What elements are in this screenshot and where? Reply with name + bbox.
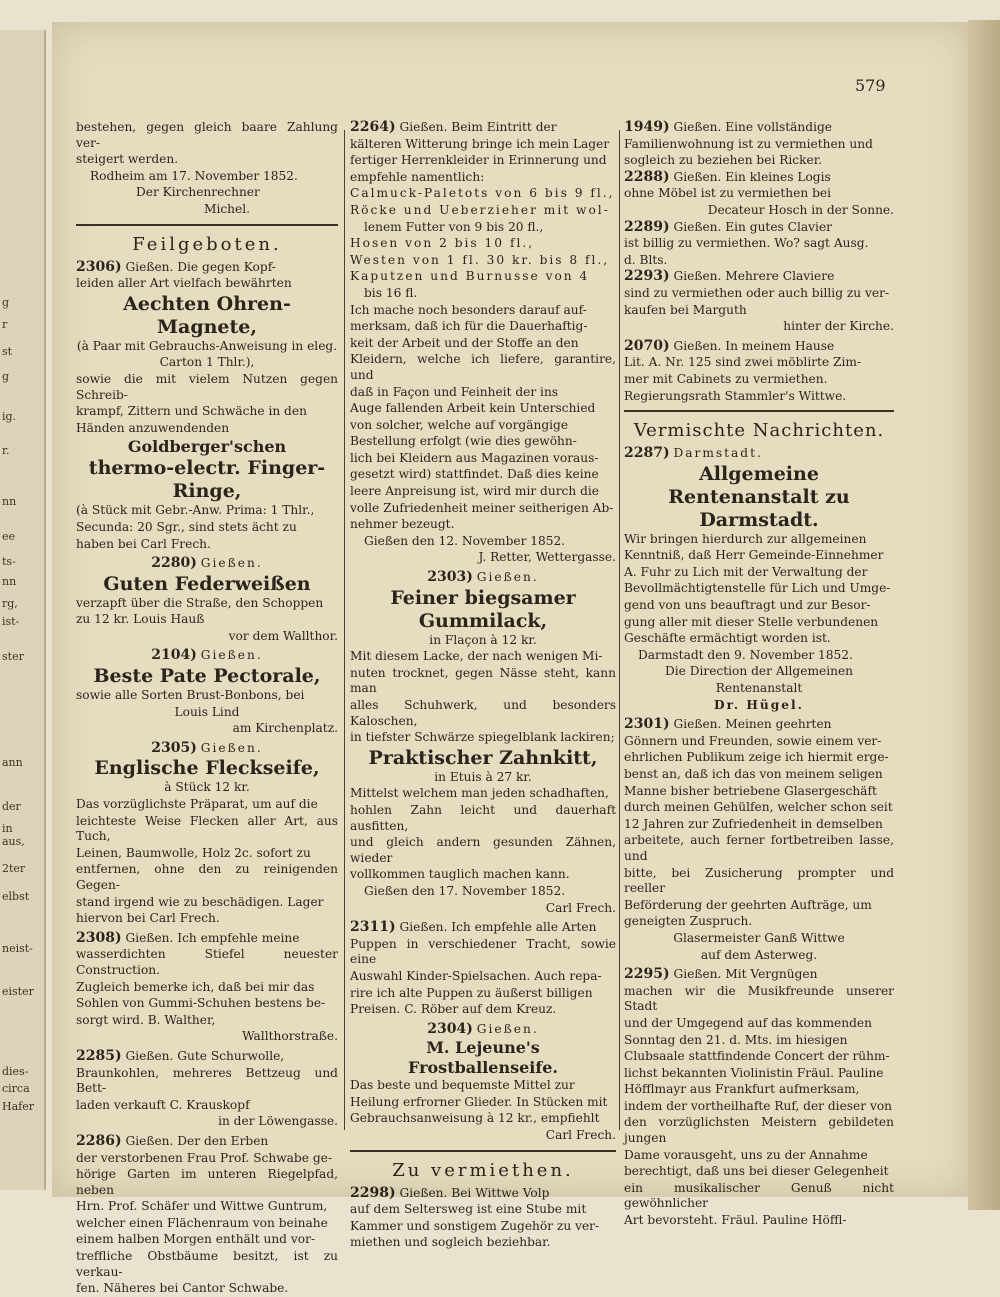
signature: Carl Frech. bbox=[545, 1128, 616, 1143]
ad-2311 bbox=[350, 920, 616, 1018]
signature: hinter der Kirche. bbox=[783, 319, 894, 334]
prev-page-fragment: circa bbox=[2, 1082, 30, 1095]
ad-headline: thermo-electr. Finger-Ringe, bbox=[88, 457, 326, 503]
ad-number: 2287) bbox=[624, 445, 670, 462]
prev-page-fragment: aus, bbox=[2, 835, 25, 848]
text-line: in tiefster Schwärze spiegelblank lackiren; bbox=[350, 730, 615, 745]
text-line: machen wir die Musikfreunde unserer Stadt bbox=[624, 983, 894, 1014]
text-line: Gießen. Ein gutes Clavier bbox=[673, 219, 832, 234]
signature: Wallthorstraße. bbox=[242, 1029, 338, 1044]
text-line: geneigten Zuspruch. bbox=[624, 914, 753, 929]
text-line: Gießen. Mehrere Claviere bbox=[673, 269, 835, 284]
text-line: Gießen. Meinen geehrten bbox=[673, 717, 832, 732]
text-line: Gönnern und Freunden, sowie einem ver- bbox=[624, 733, 882, 748]
text-line: keit der Arbeit und der Stoffe an den bbox=[350, 335, 579, 350]
notice-date: Gießen den 17. November 1852. bbox=[364, 883, 566, 898]
text-line: ist billig zu vermiethen. Wo? sagt Ausg. bbox=[624, 236, 869, 251]
text-line: Wir bringen hierdurch zur allgemeinen bbox=[624, 531, 867, 546]
prev-page-fragment: st bbox=[2, 345, 13, 358]
column-1 bbox=[76, 120, 338, 1296]
ad-number: 2104) bbox=[151, 647, 197, 664]
signature: Die Direction der Allgemeinen bbox=[664, 664, 854, 679]
text-line: und gleich andern gesunden Zähnen, wieder bbox=[350, 835, 616, 865]
ad-headline: Darmstadt. bbox=[699, 508, 819, 531]
prev-page-fragment: ee bbox=[2, 530, 16, 543]
text-line: ohne Möbel ist zu vermiethen bei bbox=[624, 186, 831, 201]
text-line: Sonntag den 21. d. Mts. im hiesigen bbox=[624, 1032, 848, 1047]
text-line: in Etuis à 27 kr. bbox=[434, 769, 532, 784]
text-line: nehmer bezeugt. bbox=[350, 517, 455, 532]
text-line: hiervon bei Carl Frech. bbox=[76, 911, 220, 926]
text-line: hohlen Zahn leicht und dauerhaft ausfitten, bbox=[350, 802, 616, 833]
ad-headline: Allgemeine Rentenanstalt zu bbox=[668, 462, 850, 508]
text-line: Gießen. Gute Schurwolle, bbox=[125, 1048, 285, 1063]
ad-number: 1949) bbox=[624, 119, 670, 135]
ad-number: 2308) bbox=[76, 929, 122, 946]
text-line: Heilung erfrorner Glieder. In Stücken mit bbox=[350, 1094, 608, 1109]
ad-2280 bbox=[76, 556, 338, 644]
text-line: kaufen bei Marguth bbox=[624, 302, 747, 317]
ad-headline: Englische Fleckseife, bbox=[94, 757, 320, 780]
signature: vor dem Wallthor. bbox=[228, 628, 338, 643]
text-line: fen. Näheres bei Cantor Schwabe. bbox=[76, 1281, 289, 1296]
text-line: alles Schuhwerk, und besonders Kaloschen, bbox=[350, 698, 616, 728]
text-line: Geschäfte ermächtigt worden ist. bbox=[624, 631, 831, 646]
ad-2298 bbox=[350, 1186, 616, 1251]
section-divider bbox=[76, 224, 338, 226]
ad-place: Gießen. bbox=[200, 740, 263, 755]
signature: Michel. bbox=[203, 201, 251, 216]
ad-number: 2286) bbox=[76, 1132, 122, 1149]
text-line: Gießen. Der den Erben bbox=[125, 1133, 269, 1148]
prev-page-fragment: r bbox=[2, 318, 8, 331]
text-line: arbeitete, auch ferner fortbetreiben lasse, und bbox=[624, 833, 894, 863]
text-line: der verstorbenen Frau Prof. Schwabe ge- bbox=[76, 1150, 332, 1165]
text-line: leichteste Weise Flecken aller Art, aus Tuch, bbox=[76, 813, 338, 844]
text-line: Kleidern, welche ich liefere, garantire, und bbox=[350, 352, 616, 382]
ad-number: 2285) bbox=[76, 1047, 122, 1064]
text-line: haben bei Carl Frech. bbox=[76, 536, 211, 551]
column-rule bbox=[619, 130, 620, 1130]
text-line: steigert werden. bbox=[76, 152, 179, 167]
text-line: Art bevorsteht. Fräul. Pauline Höffl- bbox=[624, 1213, 847, 1228]
signature: Rentenanstalt bbox=[715, 681, 803, 696]
text-line: lichst bekannten Violinistin Fräul. Pauline bbox=[624, 1065, 884, 1080]
ad-2304 bbox=[350, 1022, 616, 1144]
text-line: daß in Façon und Feinheit der ins bbox=[350, 384, 559, 399]
text-line: Zugleich bemerke ich, daß bei mir das bbox=[76, 979, 315, 994]
text-line: ehrlichen Publikum zeige ich hiermit erge- bbox=[624, 750, 889, 765]
section-divider bbox=[350, 1150, 616, 1152]
prev-page-fragment: r. bbox=[2, 444, 10, 457]
prev-page-fragment: nn bbox=[2, 495, 17, 508]
ad-headline: M. Lejeune's Frostballenseife. bbox=[408, 1038, 558, 1078]
column-rule bbox=[344, 130, 345, 1130]
text-line: (à Paar mit Gebrauchs-Anweisung in eleg. bbox=[76, 338, 338, 353]
text-line: Auswahl Kinder-Spielsachen. Auch repa- bbox=[350, 968, 602, 983]
text-line: sogleich zu beziehen bei Ricker. bbox=[624, 153, 823, 168]
text-line: treffliche Obstbäume besitzt, ist zu verkau- bbox=[76, 1249, 338, 1279]
text-line: fertiger Herrenkleider in Erinnerung und bbox=[350, 153, 607, 168]
text-line: krampf, Zittern und Schwäche in den bbox=[76, 404, 307, 419]
text-line: Carton 1 Thlr.), bbox=[159, 355, 255, 370]
text-line: empfehle namentlich: bbox=[350, 169, 485, 184]
ad-number: 2295) bbox=[624, 966, 670, 983]
column-3 bbox=[624, 119, 894, 1228]
notice-date: Gießen den 12. November 1852. bbox=[364, 533, 566, 548]
signature: in der Löwengasse. bbox=[218, 1114, 338, 1129]
list-item: lenem Futter von 9 bis 20 fl., bbox=[364, 219, 544, 234]
text-line: benst an, daß ich das von meinem seligen bbox=[624, 767, 883, 781]
ad-number: 2298) bbox=[350, 1184, 396, 1201]
page-number: 579 bbox=[855, 76, 886, 95]
ad-number: 2301) bbox=[624, 716, 670, 733]
ad-place: Darmstadt. bbox=[673, 446, 763, 461]
text-line: Decateur Hosch in der Sonne. bbox=[707, 202, 894, 217]
prev-page-fragment: g bbox=[2, 296, 10, 309]
ad-2306 bbox=[76, 260, 338, 553]
notice-date: Rodheim am 17. November 1852. bbox=[90, 168, 298, 183]
prev-page-fragment: nn bbox=[2, 575, 17, 588]
ad-headline: Guten Federweißen bbox=[103, 572, 311, 595]
text-line: Gießen. Ich empfehle alle Arten bbox=[399, 920, 597, 935]
text-line: Händen anzuwendenden bbox=[76, 420, 230, 435]
text-line: indem der vortheilhafte Ruf, der dieser von bbox=[624, 1098, 893, 1113]
text-line: gesetzt wird) stattfindet. Daß dies keine bbox=[350, 467, 599, 482]
ad-headline: Feiner biegsamer Gummilack, bbox=[390, 586, 576, 632]
text-line: Secunda: 20 Sgr., sind stets ächt zu bbox=[76, 519, 297, 534]
text-line: Beförderung der geehrten Aufträge, um bbox=[624, 897, 872, 912]
signature: Dr. Hügel. bbox=[714, 697, 804, 712]
text-line: Familienwohnung ist zu vermiethen und bbox=[624, 136, 873, 151]
list-item: Calmuck-Paletots von 6 bis 9 fl., bbox=[350, 186, 615, 201]
text-line: leiden aller Art vielfach bewährten bbox=[76, 276, 292, 291]
prev-page-fragment: der bbox=[2, 800, 21, 813]
text-line: Gießen. Ein kleines Logis bbox=[673, 169, 831, 184]
text-line: gend von uns beauftragt und zur Besor- bbox=[624, 598, 871, 613]
text-line: verzapft über die Straße, den Schoppen bbox=[76, 595, 324, 610]
notice-date: Darmstadt den 9. November 1852. bbox=[638, 647, 853, 662]
text-line: einem halben Morgen enthält und vor- bbox=[76, 1232, 316, 1247]
text-line: Braunkohlen, mehreres Bettzeug und Bett- bbox=[76, 1065, 338, 1096]
text-line: Kenntniß, daß Herr Gemeinde-Einnehmer bbox=[624, 548, 884, 563]
ad-headline: Goldberger'schen bbox=[127, 437, 287, 457]
ad-number: 2280) bbox=[151, 555, 197, 572]
text-line: volle Zufriedenheit meiner seitherigen Ab- bbox=[350, 500, 614, 515]
text-line: lich bei Kleidern aus Magazinen voraus- bbox=[350, 450, 599, 465]
ad-2295 bbox=[624, 967, 894, 1229]
text-line: rire ich alte Puppen zu äußerst billigen bbox=[350, 985, 593, 1000]
text-line: Leinen, Baumwolle, Holz 2c. sofort zu bbox=[76, 845, 311, 860]
text-line: miethen und sogleich beziehbar. bbox=[350, 1235, 551, 1250]
ad-2308 bbox=[76, 931, 338, 1045]
ad-headline: Aechten Ohren-Magnete, bbox=[123, 292, 291, 338]
text-line: hörige Garten im unteren Riegelpfad, neben bbox=[76, 1167, 338, 1197]
text-line: bestehen, gegen gleich baare Zahlung ver- bbox=[76, 120, 338, 150]
text-line: Gebrauchsanweisung à 12 kr., empfiehlt bbox=[350, 1111, 600, 1126]
signature: am Kirchenplatz. bbox=[232, 721, 338, 736]
ad-number: 2304) bbox=[427, 1020, 473, 1037]
text-line: in Flaçon à 12 kr. bbox=[429, 632, 537, 647]
signature: Glasermeister Ganß Wittwe bbox=[673, 930, 845, 945]
ad-place: Gießen. bbox=[476, 1021, 539, 1036]
text-line: Gießen. In meinem Hause bbox=[673, 338, 835, 353]
text-line: Manne bisher betriebene Glasergeschäft bbox=[624, 783, 877, 798]
text-line: Bestellung erfolgt (wie dies gewöhn- bbox=[350, 434, 577, 449]
ad-2264 bbox=[350, 120, 616, 566]
text-line: Puppen in verschiedener Tracht, sowie eine bbox=[350, 936, 616, 967]
ad-2287 bbox=[624, 446, 894, 713]
prev-page-fragment: g bbox=[2, 370, 10, 383]
previous-page-edge bbox=[0, 30, 46, 1190]
text-line: Mit diesem Lacke, der nach wenigen Mi- bbox=[350, 649, 603, 664]
ad-number: 2264) bbox=[350, 119, 396, 135]
text-line: Gießen. Die gegen Kopf- bbox=[125, 259, 276, 274]
text-line: Dame vorausgeht, uns zu der Annahme bbox=[624, 1147, 868, 1162]
ad-2104 bbox=[76, 648, 338, 736]
text-line: à Stück 12 kr. bbox=[164, 780, 250, 795]
text-line: (à Stück mit Gebr.-Anw. Prima: 1 Thlr., bbox=[76, 503, 315, 518]
text-line: auf dem Seltersweg ist eine Stube mit bbox=[350, 1202, 587, 1217]
ad-2293 bbox=[624, 269, 894, 334]
text-line: Sohlen von Gummi-Schuhen bestens be- bbox=[76, 996, 326, 1011]
ad-number: 2289) bbox=[624, 218, 670, 235]
text-line: Kammer und sonstigem Zugehör zu ver- bbox=[350, 1218, 600, 1233]
text-line: vollkommen tauglich machen kann. bbox=[350, 867, 570, 882]
ad-2289 bbox=[624, 220, 894, 269]
intro-notice bbox=[76, 120, 338, 218]
prev-page-fragment: elbst bbox=[2, 890, 30, 903]
text-line: zu 12 kr. Louis Hauß bbox=[76, 612, 205, 627]
text-line: berechtigt, daß uns bei dieser Gelegenheit bbox=[624, 1164, 889, 1179]
prev-page-fragment: rg, bbox=[2, 597, 18, 610]
newspaper-page bbox=[52, 22, 970, 1296]
signature: Carl Frech. bbox=[545, 900, 616, 915]
ad-2288 bbox=[624, 170, 894, 219]
list-item: bis 16 fl. bbox=[364, 285, 418, 300]
text-line: laden verkauft C. Krauskopf bbox=[76, 1097, 250, 1112]
list-item: Hosen von 2 bis 10 fl., bbox=[350, 236, 535, 251]
ad-number: 2303) bbox=[427, 569, 473, 586]
prev-page-fragment: dies- bbox=[2, 1065, 29, 1078]
text-line: Bevollmächtigtenstelle für Lich und Umge- bbox=[624, 581, 891, 596]
ad-number: 2293) bbox=[624, 268, 670, 285]
text-line: sowie die mit vielem Nutzen gegen Schreib- bbox=[76, 371, 338, 402]
text-line: Hrn. Prof. Schäfer und Wittwe Guntrum, bbox=[76, 1199, 328, 1214]
list-item: Röcke und Ueberzieher mit wol- bbox=[350, 202, 610, 217]
text-line: 12 Jahren zur Zufriedenheit in demselben bbox=[624, 816, 883, 831]
signature: Louis Lind bbox=[174, 704, 240, 719]
text-line: von solcher, welche auf vorgängige bbox=[350, 417, 569, 432]
prev-page-fragment: ann bbox=[2, 756, 23, 769]
ad-number: 2288) bbox=[624, 168, 670, 185]
prev-page-fragment: neist- bbox=[2, 942, 33, 955]
text-line: Das vorzüglichste Präparat, um auf die bbox=[76, 797, 318, 812]
text-line: welcher einen Flächenraum von beinahe bbox=[76, 1215, 328, 1230]
section-title: Feilgeboten. bbox=[132, 233, 282, 255]
signature: Der Kirchenrechner bbox=[136, 185, 260, 200]
page-stack-edge bbox=[968, 20, 1000, 1210]
prev-page-fragment: ster bbox=[2, 650, 24, 663]
signature: auf dem Asterweg. bbox=[700, 947, 818, 962]
ad-place: Gießen. bbox=[476, 570, 539, 585]
prev-page-fragment: in bbox=[2, 822, 13, 835]
text-line: kälteren Witterung bringe ich mein Lager bbox=[350, 136, 610, 151]
text-line: Lit. A. Nr. 125 sind zwei möblirte Zim- bbox=[624, 355, 862, 370]
ad-2070 bbox=[624, 339, 894, 404]
text-line: Clubsaale stattfindende Concert der rühm- bbox=[624, 1049, 890, 1064]
ad-2303 bbox=[350, 570, 616, 916]
section-title: Zu vermiethen. bbox=[392, 1159, 574, 1181]
text-line: leere Anpreisung ist, wird mir durch die bbox=[350, 484, 599, 499]
text-line: A. Fuhr zu Lich mit der Verwaltung der bbox=[624, 564, 868, 579]
list-item: Westen von 1 fl. 30 kr. bis 8 fl., bbox=[350, 252, 610, 267]
ad-headline: Praktischer Zahnkitt, bbox=[368, 746, 598, 769]
text-line: Das beste und bequemste Mittel zur bbox=[350, 1078, 575, 1093]
ad-number: 2305) bbox=[151, 739, 197, 756]
ad-number: 2306) bbox=[76, 258, 122, 275]
text-line: sind zu vermiethen oder auch billig zu ver- bbox=[624, 285, 890, 300]
ad-place: Gießen. bbox=[200, 556, 263, 571]
text-line: und der Umgegend auf das kommenden bbox=[624, 1015, 872, 1030]
signature: Regierungsrath Stammler's Wittwe. bbox=[624, 388, 847, 403]
ad-place: Gießen. bbox=[200, 648, 263, 663]
text-line: stand irgend wie zu beschädigen. Lager bbox=[76, 894, 324, 909]
ad-1949 bbox=[624, 120, 894, 169]
section-title: Vermischte Nachrichten. bbox=[633, 420, 885, 442]
text-line: Ich mache noch besonders darauf auf- bbox=[350, 302, 587, 317]
prev-page-fragment: eister bbox=[2, 985, 34, 998]
text-line: Gießen. Ich empfehle meine bbox=[125, 930, 300, 945]
prev-page-fragment: ist- bbox=[2, 615, 20, 628]
text-line: nuten trocknet, gegen Nässe steht, kann man bbox=[350, 665, 616, 696]
prev-page-fragment: ig. bbox=[2, 410, 17, 423]
text-line: gung aller mit dieser Stelle verbundenen bbox=[624, 614, 879, 629]
signature: J. Retter, Wettergasse. bbox=[478, 550, 616, 565]
text-line: Höfflmayr aus Frankfurt aufmerksam, bbox=[624, 1082, 860, 1097]
ad-2285 bbox=[76, 1049, 338, 1130]
text-line: Gießen. Bei Wittwe Volp bbox=[399, 1185, 550, 1200]
prev-page-fragment: 2ter bbox=[2, 862, 26, 875]
section-divider bbox=[624, 410, 894, 412]
text-line: bitte, bei Zusicherung prompter und reeller bbox=[624, 865, 894, 896]
text-line: Gießen. Beim Eintritt der bbox=[399, 120, 557, 134]
ad-number: 2070) bbox=[624, 337, 670, 354]
column-2 bbox=[350, 119, 616, 1250]
ad-2305 bbox=[76, 741, 338, 927]
text-line: durch meinen Gehülfen, welcher schon seit bbox=[624, 800, 893, 815]
ad-2286 bbox=[76, 1134, 338, 1297]
list-item: Kaputzen und Burnusse von 4 bbox=[350, 269, 590, 284]
text-line: Auge fallenden Arbeit kein Unterschied bbox=[350, 401, 596, 416]
text-line: Mittelst welchem man jeden schadhaften, bbox=[350, 786, 609, 801]
text-line: sowie alle Sorten Brust-Bonbons, bei bbox=[76, 688, 305, 703]
text-line: entfernen, ohne den zu reinigenden Gegen- bbox=[76, 862, 338, 892]
text-line: wasserdichten Stiefel neuester Construction. bbox=[76, 947, 338, 977]
prev-page-fragment: ts- bbox=[2, 555, 16, 568]
text-line: d. Blts. bbox=[624, 252, 668, 267]
ad-number: 2311) bbox=[350, 919, 396, 936]
text-line: Gießen. Mit Vergnügen bbox=[673, 967, 818, 982]
text-line: Gießen. Eine vollständige bbox=[673, 120, 832, 134]
text-line: sorgt wird. B. Walther, bbox=[76, 1012, 216, 1027]
prev-page-fragment: Hafer bbox=[2, 1100, 34, 1113]
text-line: mer mit Cabinets zu vermiethen. bbox=[624, 371, 828, 386]
ad-headline: Beste Pate Pectorale, bbox=[93, 665, 321, 688]
ad-2301 bbox=[624, 717, 894, 963]
text-line: Preisen. C. Röber auf dem Kreuz. bbox=[350, 1002, 557, 1017]
text-line: den vorzüglichsten Meistern gebildeten jungen bbox=[624, 1115, 894, 1146]
text-line: merksam, daß ich für die Dauerhaftig- bbox=[350, 319, 588, 334]
text-line: ein musikalischer Genuß nicht gewöhnlicher bbox=[624, 1180, 894, 1211]
